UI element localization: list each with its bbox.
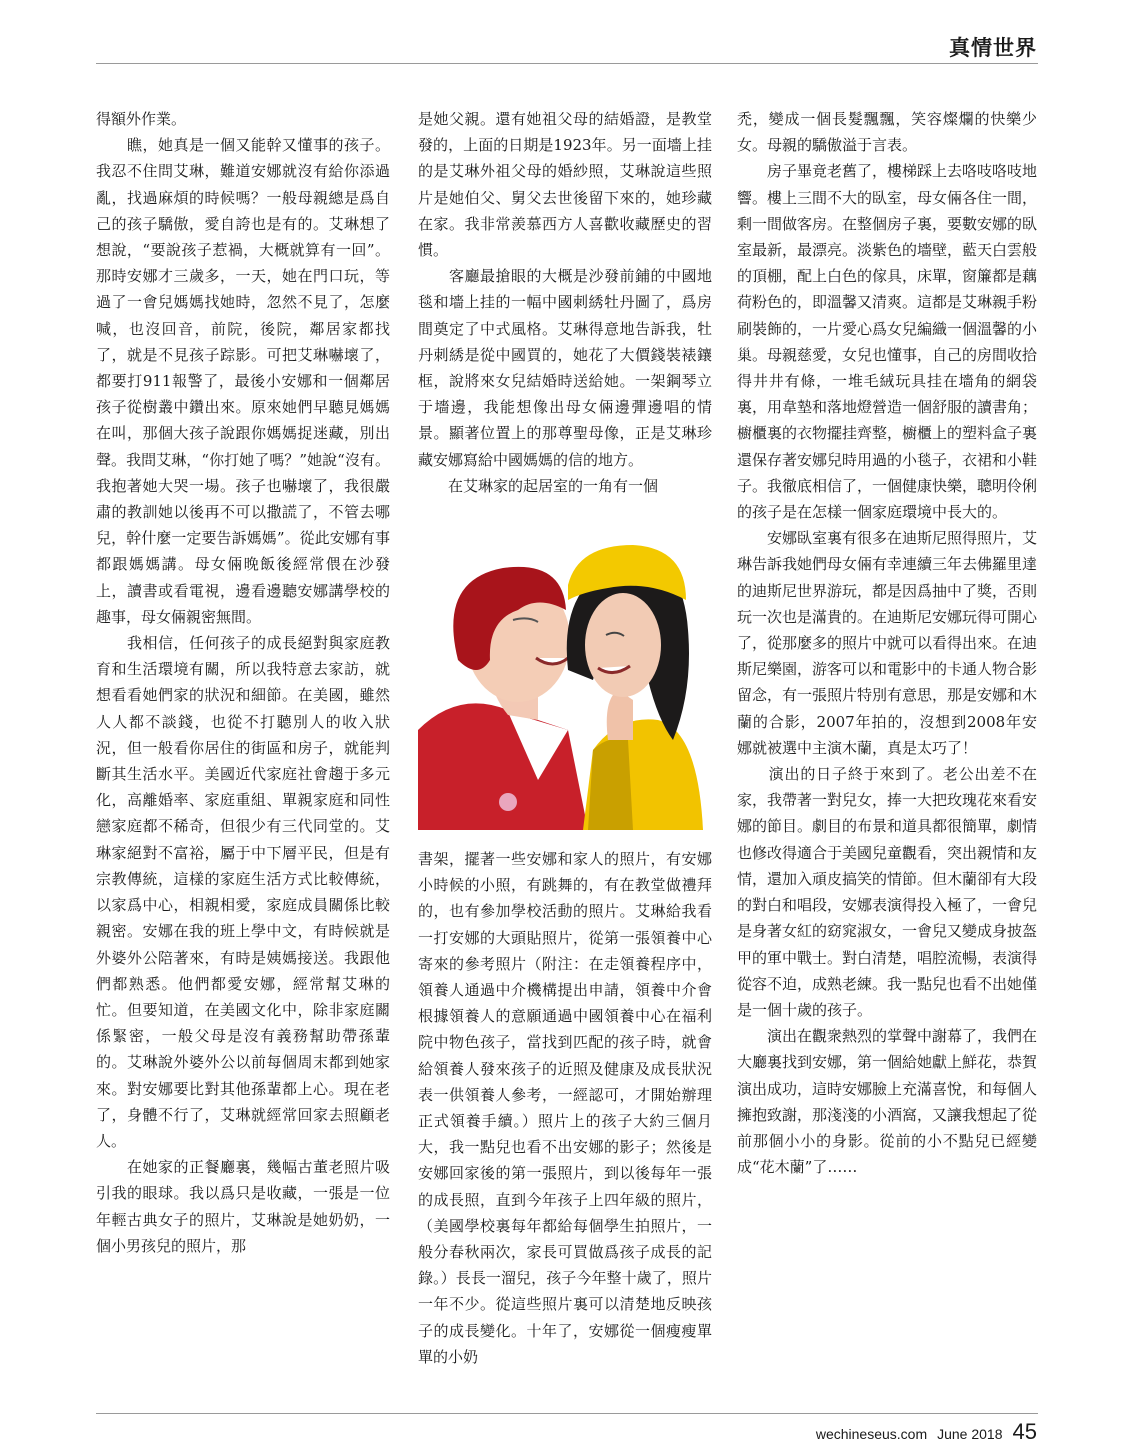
issue-date: June 2018 [937,1426,1003,1442]
paragraph: 是她父親。還有她祖父母的結婚證，是教堂發的，上面的日期是1923年。另一面墻上挂的是艾琳外祖父母的婚紗照，艾琳說這些照片是她伯父、舅父去世後留下來的，她珍藏在家。我非常羨慕西方人喜歡收藏歷史的習慣。 [418,110,712,260]
paragraph: 我相信，任何孩子的成長絕對與家庭教育和生活環境有關，所以我特意去家訪，就想看看她們家的狀況和細節。在美國，雖然人人都不談錢，也從不打聽別人的收入狀況，但一般看你居住的街區和房子，就能判斷其生活水平。美國近代家庭社會趨于多元化，高離婚率、家庭重組、單親家庭和同性戀家庭都不稀奇，但很少有三代同堂的。艾琳家絕對不富裕，屬于中下層平民，但是有宗教傳統，這樣的家庭生活方式比較傳統，以家爲中心，相親相愛，家庭成員關係比較親密。安娜在我的班上學中文，有時候就是外婆外公陪著來，有時是姨媽接送。我跟他們都熟悉。他們都愛安娜，經常幫艾琳的忙。但要知道，在美國文化中，除非家庭關係緊密，一般父母是沒有義務幫助帶孫輩的。艾琳說外婆外公以前每個周末都到她家來。對安娜要比對其他孫輩都上心。現在老了，身體不行了，艾琳就經常回家去照顧老人。 [96,634,390,1150]
paragraph: 書架，擺著一些安娜和家人的照片，有安娜小時候的小照，有跳舞的，有在教堂做禮拜的，也有參加學校活動的照片。艾琳給我看一打安娜的大頭貼照片，從第一張領養中心寄來的參考照片（附注：在走領養程序中，領養人通過中介機構提出申請，領養中介會根據領養人的意願通過中國領養中心在福利院中物色孩子，當找到匹配的孩子時，就會給領養人發來孩子的近照及健康及成長狀況表一供領養人參考，一經認可，才開始辦理正式領養手續。）照片上的孩子大約三個月大，我一點兒也看不出安娜的影子；然後是安娜回家後的第一張照片，到以後每年一張的成長照，直到今年孩子上四年級的照片，（美國學校裏每年都給每個學生拍照片，一般分春秋兩次，家長可買做爲孩子成長的記錄。）長長一溜兒，孩子今年整十歲了，照片一年不少。從這些照片裏可以清楚地反映孩子的成長變化。十年了，安娜從一個瘦瘦單單的小奶 [418,850,712,1366]
paragraph: 房子畢竟老舊了，樓梯踩上去咯吱咯吱地響。樓上三間不大的臥室，母女倆各住一間，剩一間做客房。在整個房子裏，要數安娜的臥室最新，最漂亮。淡紫色的墻壁，藍天白雲般的頂棚，配上白色的傢具，床單，窗簾都是藕荷粉色的，即溫馨又清爽。這都是艾琳親手粉刷裝飾的，一片愛心爲女兒編織一個溫馨的小巢。母親慈愛，女兒也懂事，自己的房間收拾得井井有條，一堆毛絨玩具挂在墻角的網袋裏，用韋墊和落地燈營造一個舒服的讀書角；櫥櫃裏的衣物擺挂齊整，櫥櫃上的塑料盒子裏還保存著安娜兒時用過的小毯子，衣裙和小鞋子。我徹底相信了，一個健康快樂，聰明伶俐的孩子是在怎樣一個家庭環境中長大的。 [737,162,1038,522]
paragraph: 在她家的正餐廳裏，幾幅古董老照片吸引我的眼球。我以爲只是收藏，一張是一位年輕古典女子的照片，艾琳說是她奶奶，一個小男孩兒的照片，那 [96,1158,390,1255]
paragraph: 瞧，她真是一個又能幹又懂事的孩子。我忍不住問艾琳，難道安娜就沒有給你添過亂，找過麻煩的時候嗎？一般母親總是爲自己的孩子驕傲，愛自誇也是有的。艾琳想了想說，“要說孩子惹禍，大概就算有一回”。那時安娜才三歲多，一天，她在門口玩，等過了一會兒媽媽找她時，忽然不見了，怎麼喊，也沒回音，前院，後院，鄰居家都找了，就是不見孩子踪影。可把艾琳嚇壞了，都要打911報警了，最後小安娜和一個鄰居孩子從樹叢中鑽出來。原來她們早聽見媽媽在叫，那個大孩子說跟你媽媽捉迷藏，別出聲。我問艾琳，“你打她了嗎？”她說“沒有。我抱著她大哭一場。孩子也嚇壞了，我很嚴肅的教訓她以後再不可以撒謊了，不管去哪兒，幹什麼一定要告訴媽媽”。從此安娜有事都跟媽媽講。母女倆晚飯後經常偎在沙發上，讀書或看電視，邊看邊聽安娜講學校的趣事，母女倆親密無間。 [96,136,390,626]
article-column-3 [737,106,1037,1180]
article-column-1 [96,106,390,1259]
paragraph: 安娜臥室裏有很多在迪斯尼照得照片，艾琳告訴我她們母女倆有幸連續三年去佛羅里達的迪斯尼世界游玩，都是因爲抽中了獎，否則玩一次也是滿貴的。在迪斯尼安娜玩得可開心了，從那麼多的照片中就可以看得出來。在迪斯尼樂園，游客可以和電影中的卡通人物合影留念，有一張照片特別有意思，那是安娜和木蘭的合影，2007年拍的，沒想到2008年安娜就被選中主演木蘭，真是太巧了！ [737,529,1038,757]
paragraph: 在艾琳家的起居室的一角有一個 [418,476,659,495]
illustration-svg [418,540,718,830]
daughter-face [585,593,661,697]
column-2-bottom [418,846,712,1370]
paragraph: 禿，變成一個長髮飄飄，笑容燦爛的快樂少女。母親的驕傲溢于言表。 [737,110,1037,155]
paragraph: 演出的日子終于來到了。老公出差不在家，我帶著一對兒女，捧一大把玫瑰花來看安娜的節目。劇目的布景和道具都很簡單，劇情也修改得適合于美國兒童觀看，突出親情和友情，還加入頑皮搞笑的情節。但木蘭卻有大段的對白和唱段，安娜表演得投入極了，一會兒是身著女紅的窈窕淑女，一會兒又變成身披盔甲的軍中戰士。對白清楚，唱腔流暢，表演得從容不迫，成熟老練。我一點兒也看不出她僅是一個十歲的孩子。 [737,765,1038,1019]
column-2-top [418,106,712,499]
mother-brooch [499,793,517,811]
paragraph: 客廳最搶眼的大概是沙發前鋪的中國地毯和墻上挂的一幅中國刺綉牡丹圖了，爲房間奠定了中式風格。艾琳得意地告訴我，牡丹刺綉是從中國買的，她花了大價錢裝裱鑲框，說將來女兒結婚時送給她。一架鋼琴立于墻邊，我能想像出母女倆邊彈邊唱的情景。顯著位置上的那尊聖母像，正是艾琳珍藏安娜寫給中國媽媽的信的地方。 [418,267,712,469]
mother-jacket [418,703,588,830]
paragraph: 演出在觀衆熱烈的掌聲中謝幕了，我們在大廳裏找到安娜，第一個給她獻上鮮花，恭賀演出成功，這時安娜臉上充滿喜悅，和每個人擁抱致謝，那淺淺的小酒窩，又讓我想起了從前那個小小的身影。從前的小不點兒已經變成“花木蘭”了…… [737,1027,1038,1177]
paragraph: 得額外作業。 [96,110,187,128]
section-title: 真情世界 [949,35,1037,60]
footer-rule [96,1413,1038,1414]
page-footer [816,1419,1037,1445]
site-url: wechineseus.com [815,1426,928,1442]
mother-daughter-illustration [418,540,718,830]
header-rule [96,63,1038,64]
page-number: 45 [1012,1419,1037,1444]
